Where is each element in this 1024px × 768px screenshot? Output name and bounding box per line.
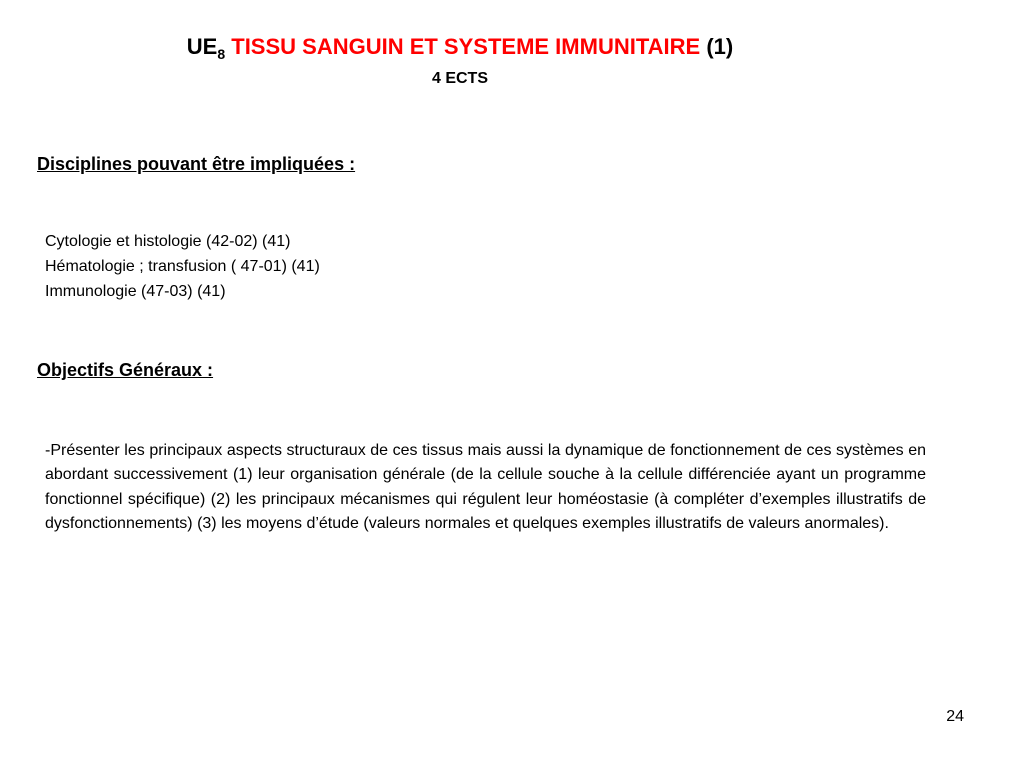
discipline-item: Immunologie (47-03) (41) (45, 283, 226, 300)
disciplines-heading: Disciplines pouvant être impliquées : (37, 154, 356, 174)
page-title (0, 32, 920, 62)
ue-prefix: UE (186, 34, 218, 59)
objectives-heading: Objectifs Généraux : (37, 360, 214, 380)
ects-credits: 4 ECTS (431, 70, 488, 87)
disciplines-list (45, 229, 320, 304)
page-number: 24 (946, 708, 964, 725)
ue-number: 8 (217, 46, 226, 62)
discipline-item: Cytologie et histologie (42-02) (41) (45, 233, 291, 250)
ue-label (186, 34, 226, 62)
objectives-text: -Présenter les principaux aspects structuraux de ces tissus mais aussi la dynamique de fonctionnement de ces systèmes en abordant successivement (1) leur organisation générale (de la cellule souche à la cellule différenciée ayant un programme fonctionnel spécifique) (2) les principaux mécanismes qui régulent leur homéostasie (à compléter d’exemples illustratifs de dysfonctionnements) (3) les moyens d’étude (valeurs normales et quelques exemples illustratifs de valeurs anormales). (45, 442, 926, 532)
title-text: TISSU SANGUIN ET SYSTEME IMMUNITAIRE (231, 34, 701, 59)
discipline-item: Hématologie ; transfusion ( 47-01) (41) (45, 258, 320, 275)
title-part: (1) (706, 34, 734, 59)
